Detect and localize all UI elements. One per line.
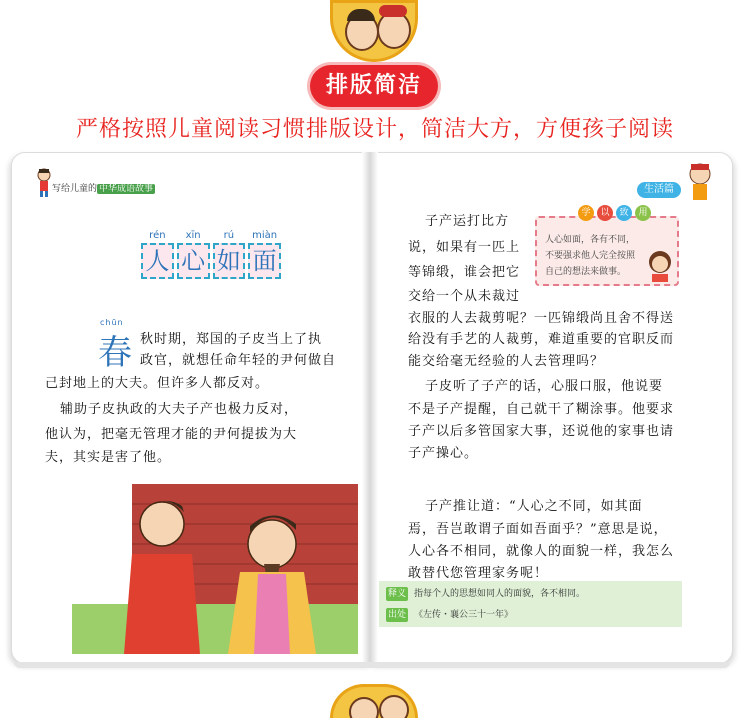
left-line-2: 政官，就想任命年轻的尹何做自 bbox=[140, 353, 337, 368]
right-line-3: 等锦缎，谁会把它 bbox=[408, 265, 521, 280]
right-line-13: 焉，吾岂敢谓子面如吾面乎？”意思是说， bbox=[408, 522, 668, 537]
study-box-text: 人心如面，各有不同，不要强求他人完全按照自己的想法来做事。 bbox=[545, 235, 636, 277]
study-box-title bbox=[578, 205, 651, 225]
mascot-hair bbox=[347, 9, 375, 21]
title-pinyin-4: miàn bbox=[252, 230, 278, 241]
mascot-face-bottom-left bbox=[349, 697, 379, 718]
meaning-row bbox=[386, 586, 585, 601]
meaning-text: 指每个人的思想如同人的面貌，各不相同。 bbox=[414, 589, 586, 599]
right-line-2: 说，如果有一匹上 bbox=[408, 240, 521, 255]
source-row bbox=[386, 607, 513, 622]
title-char-4: 面 bbox=[248, 243, 281, 279]
left-line-6: 夫，其实是害了他。 bbox=[45, 450, 172, 465]
source-text: 《左传・襄公三十一年》 bbox=[414, 610, 514, 620]
title-pinyin-3: rú bbox=[223, 230, 235, 241]
section-tag: 生活篇 bbox=[637, 182, 681, 198]
left-line-4: 辅助子皮执政的大夫子产也极力反对， bbox=[60, 402, 299, 417]
left-line-5: 他认为，把毫无管理才能的尹何提拔为大 bbox=[45, 427, 298, 442]
study-title-char-3: 致 bbox=[616, 205, 632, 221]
title-char-2: 心 bbox=[177, 243, 210, 279]
title-char-3: 如 bbox=[213, 243, 246, 279]
right-line-15: 敢替代您管理家务呢！ bbox=[408, 566, 549, 581]
book-bottom-edge bbox=[14, 662, 730, 668]
story-title bbox=[141, 243, 281, 281]
right-line-11: 子产操心。 bbox=[408, 446, 479, 461]
title-pinyin-2: xīn bbox=[185, 230, 201, 241]
title-pinyin-1: rén bbox=[149, 230, 166, 241]
study-title-char-4: 用 bbox=[635, 205, 651, 221]
big-char-pinyin: chūn bbox=[100, 318, 124, 327]
book-gutter bbox=[362, 152, 378, 662]
right-line-14: 人心各不相同，就像人的面貌一样，我怎么 bbox=[408, 544, 675, 559]
right-line-9: 不是子产提醒，自己就干了糊涂事。他要求 bbox=[408, 402, 675, 417]
right-line-10: 子产以后多管国家大事，还说他的家事也请 bbox=[408, 424, 675, 439]
title-pinyin bbox=[141, 230, 281, 241]
right-line-4: 交给一个从未裁过 bbox=[408, 289, 521, 304]
right-line-7: 能交给毫无经验的人去管理吗？ bbox=[408, 354, 605, 369]
right-line-1: 子产运打比方 bbox=[425, 214, 510, 229]
mascot-medal-bottom bbox=[330, 684, 418, 718]
series-title-prefix: 写给儿童的 bbox=[52, 184, 98, 194]
story-illustration bbox=[72, 484, 358, 654]
left-line-1: 秋时期，郑国的子皮当上了执 bbox=[140, 332, 323, 347]
right-line-12: 子产推让道：“人心之不同，如其面 bbox=[425, 499, 643, 514]
series-title bbox=[52, 181, 155, 194]
mascot-medal-top bbox=[330, 0, 418, 62]
right-line-5: 衣服的人去裁剪呢？一匹锦缎尚且舍不得送 bbox=[408, 311, 675, 326]
kid-mascot-right-icon bbox=[685, 162, 715, 202]
right-line-6: 给没有手艺的人裁剪，难道重要的官职反而 bbox=[408, 332, 675, 347]
meaning-tag: 释义 bbox=[387, 589, 406, 599]
left-line-3: 己封地上的大夫。但许多人都反对。 bbox=[45, 376, 270, 391]
study-title-char-1: 学 bbox=[578, 205, 594, 221]
mascot-face-bottom-right bbox=[379, 695, 409, 718]
feature-badge: 排版简洁 bbox=[310, 65, 438, 107]
source-tag: 出处 bbox=[387, 610, 406, 620]
girl-avatar-icon bbox=[645, 248, 675, 282]
drop-cap: 春 bbox=[98, 333, 132, 373]
right-line-8: 子皮听了子产的话，心服口服，他说要 bbox=[425, 379, 664, 394]
study-title-char-2: 以 bbox=[597, 205, 613, 221]
series-title-highlight: 中华成语故事 bbox=[99, 184, 154, 194]
kid-mascot-icon bbox=[36, 168, 52, 198]
mascot-hat bbox=[379, 5, 407, 17]
feature-subtitle: 严格按照儿童阅读习惯排版设计，简洁大方，方便孩子阅读 bbox=[75, 117, 674, 142]
title-char-1: 人 bbox=[141, 243, 174, 279]
